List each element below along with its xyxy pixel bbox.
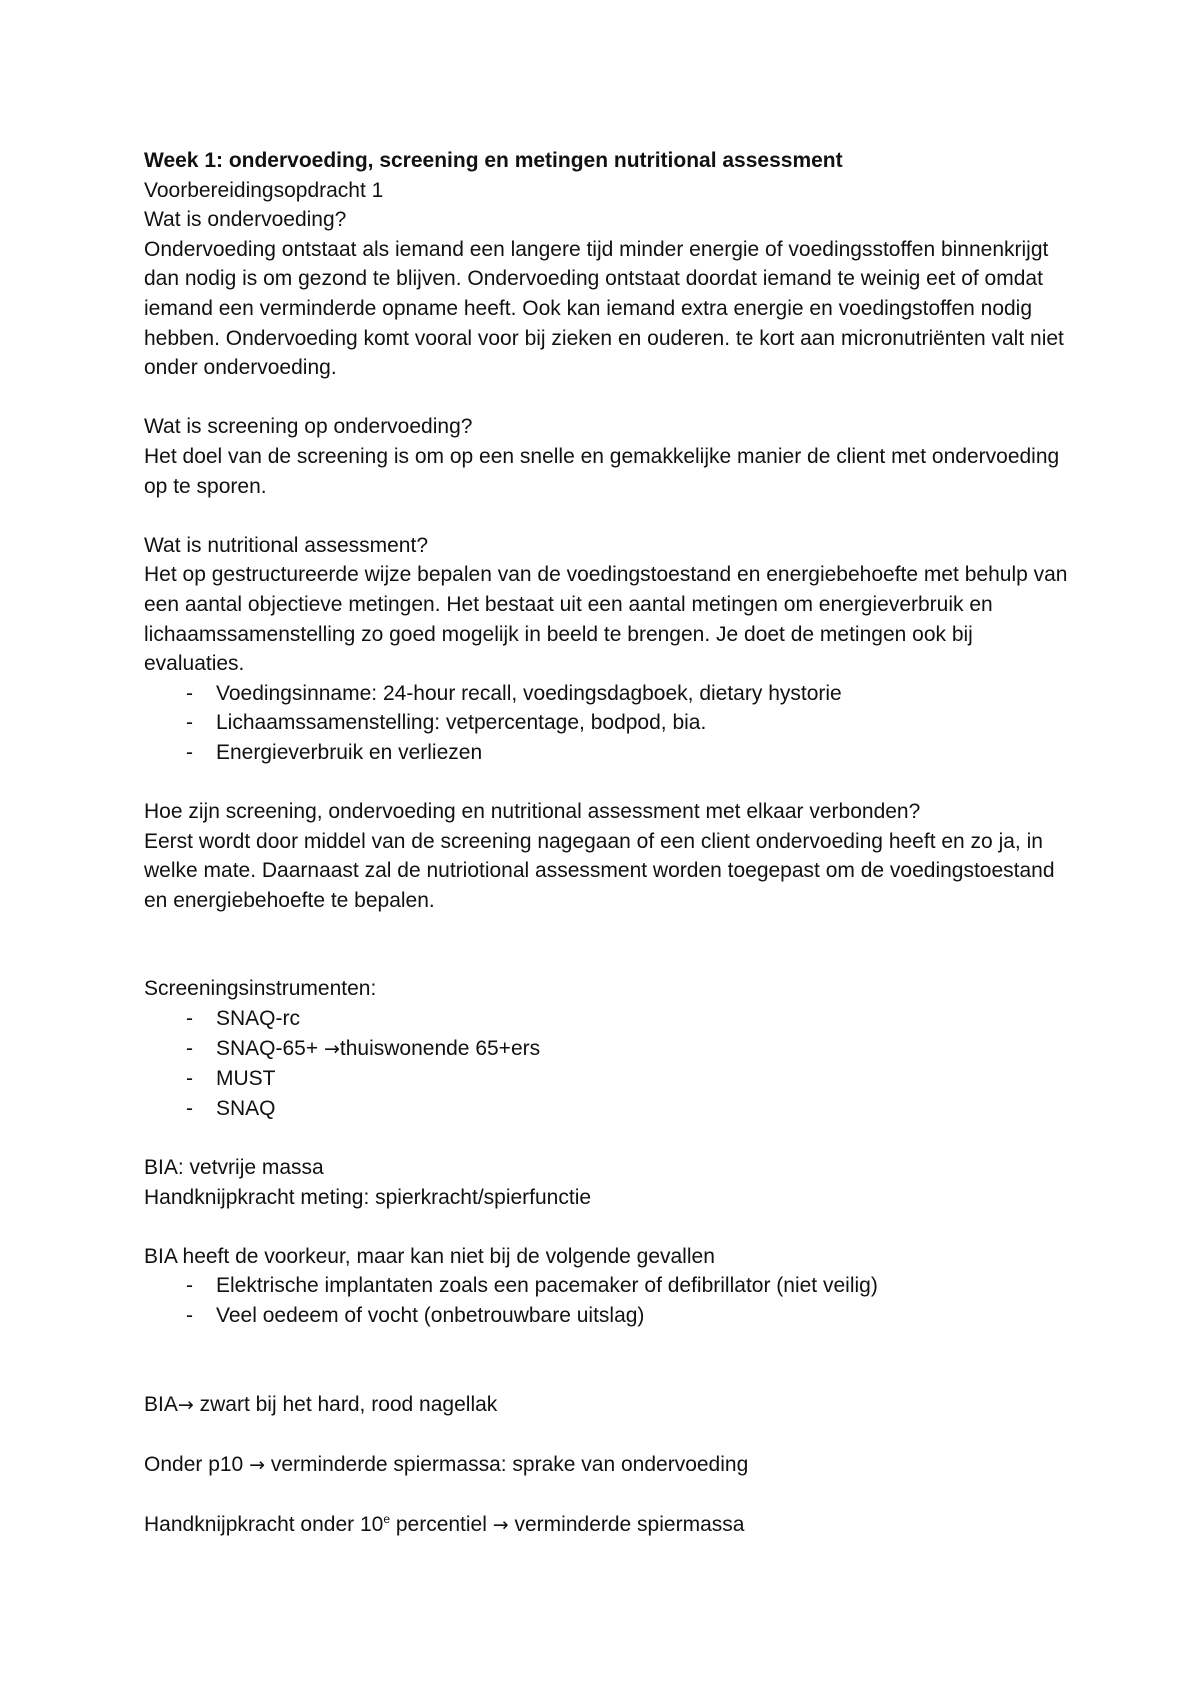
arrow-right-icon: → (492, 1513, 509, 1536)
handknijp-line: Handknijpkracht meting: spierkracht/spierfunctie (144, 1185, 592, 1209)
answer-nutritional-assessment: Het op gestructureerde wijze bepalen van de voedingstoestand en energiebehoefte met behulp van een aantal objectieve metingen. Het bestaat uit een aantal metingen om energieverbruik en lichaamssamenstelling zo goed mogelijk in beeld te brengen. Je doet de metingen ook bij evaluaties. (144, 563, 1068, 676)
answer-connection: Eerst wordt door middel van de screening nagegaan of een client ondervoeding heeft en zo ja, in welke mate. Daarnaast zal de nutriotional assessment worden toegepast om de voedingstoestand en energiebehoefte te bepalen. (144, 829, 1055, 912)
list-item: - Voedingsinname: 24-hour recall, voedingsdagboek, dietary hystorie (186, 681, 842, 705)
list-item: - Veel oedeem of vocht (onbetrouwbare uitslag) (186, 1303, 645, 1327)
screening-list (144, 1004, 1074, 1123)
list-item: - SNAQ-rc (186, 1007, 300, 1031)
arrow-right-icon: → (249, 1453, 265, 1476)
bia-preference: BIA heeft de voorkeur, maar kan niet bij de volgende gevallen (144, 1244, 715, 1268)
list-item: - Energieverbruik en verliezen (186, 740, 483, 764)
list-item: - Lichaamssamenstelling: vetpercentage, bodpod, bia. (186, 711, 707, 735)
list-item: - SNAQ (186, 1096, 276, 1120)
arrow-right-icon: → (177, 1393, 194, 1416)
answer-ondervoeding: Ondervoeding ontstaat als iemand een langere tijd minder energie of voedingsstoffen binnenkrijgt dan nodig is om gezond te blijven. Ondervoeding ontstaat doordat iemand te weinig eet of omdat iemand een verminderde opname heeft. Ook kan iemand extra energie en voedingstoffen nodig hebben. Ondervoeding komt vooral voor bij zieken en ouderen. te kort aan micronutriënten valt niet onder ondervoeding. (144, 237, 1064, 380)
bia-line: BIA: vetvrije massa (144, 1156, 324, 1179)
assignment-subtitle: Voorbereidingsopdracht 1 (144, 178, 384, 202)
document-body (144, 146, 1074, 1541)
bia-exceptions-list (144, 1271, 1074, 1330)
question-nutritional-assessment: Wat is nutritional assessment? (144, 533, 429, 557)
question-connection: Hoe zijn screening, ondervoeding en nutritional assessment met elkaar verbonden? (144, 800, 921, 824)
list-item: - MUST (186, 1067, 276, 1091)
answer-screening: Het doel van de screening is om op een snelle en gemakkelijke manier de client met ondervoeding op te sporen. (144, 444, 1060, 498)
assessment-list (144, 679, 1074, 768)
screening-heading: Screeningsinstrumenten: (144, 977, 377, 1001)
list-item: - Elektrische implantaten zoals een pacemaker of defibrillator (niet veilig) (186, 1274, 878, 1298)
question-ondervoeding: Wat is ondervoeding? (144, 208, 347, 232)
arrow-right-icon: → (323, 1037, 340, 1060)
question-screening: Wat is screening op ondervoeding? (144, 415, 473, 439)
list-item: - SNAQ-65+ →thuiswonende 65+ers (186, 1036, 541, 1060)
handknijp-note: Handknijpkracht onder 10e percentiel → verminderde spiermassa (144, 1511, 745, 1536)
bia-note: BIA→ zwart bij het hard, rood nagellak (144, 1392, 498, 1416)
p10-note: Onder p10 → verminderde spiermassa: sprake van ondervoeding (144, 1452, 749, 1476)
document-title: Week 1: ondervoeding, screening en metingen nutritional assessment (144, 149, 843, 172)
